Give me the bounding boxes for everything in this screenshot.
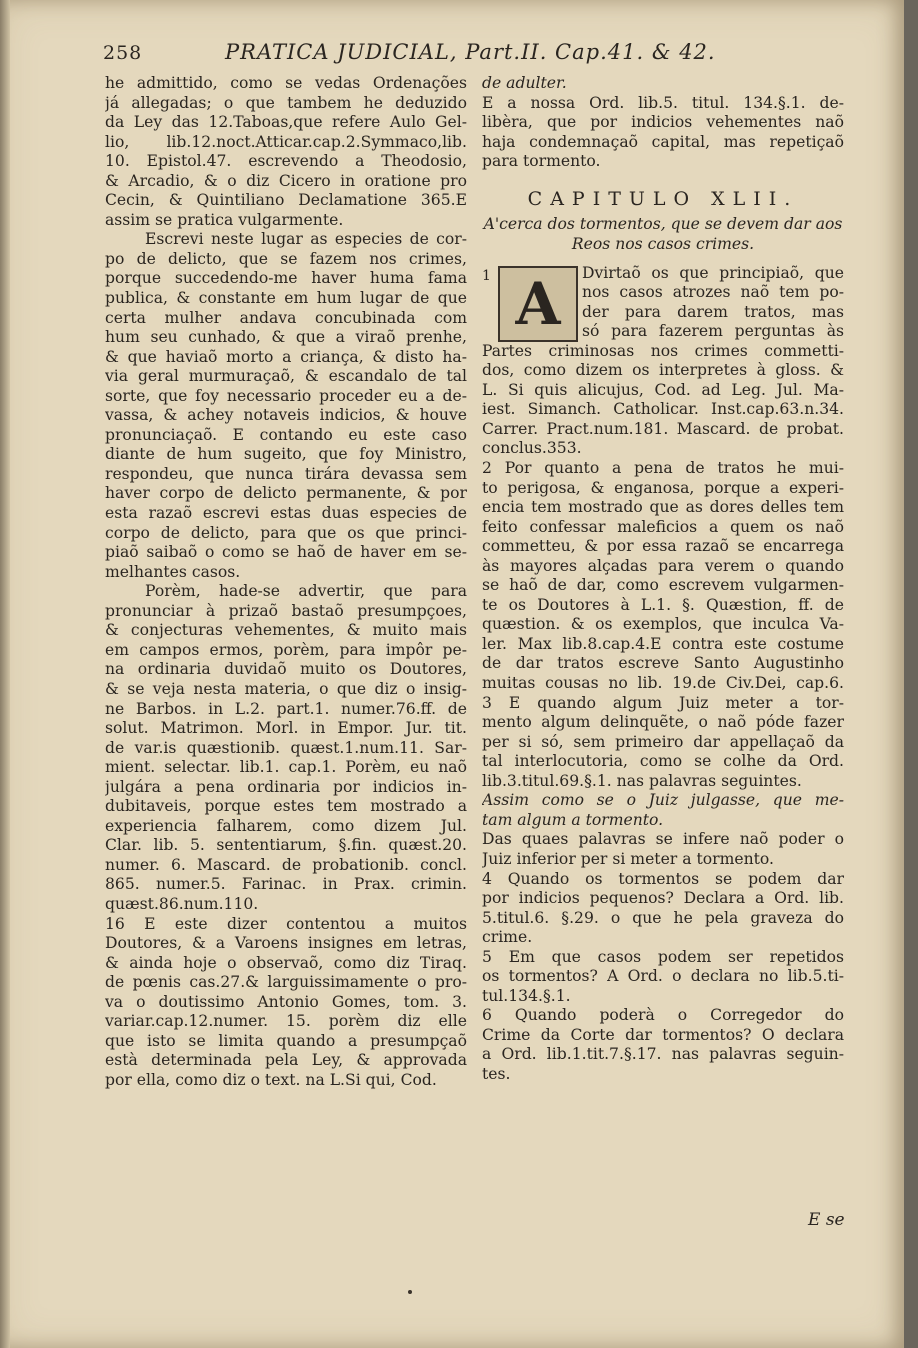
- ink-speck: [408, 1290, 412, 1294]
- text-line: numer. 6. Mascard. de probationib. concl.: [105, 855, 467, 874]
- text-line: 3 E quando algum Juiz meter a tor-: [482, 693, 844, 712]
- text-line: Juiz inferior per si meter a tormento.: [482, 849, 774, 868]
- catchword: E se: [808, 1210, 845, 1230]
- text-line: & se veja nesta materia, o que diz o insig-: [105, 679, 467, 698]
- text-line: 5.titul.6. §.29. o que he pela graveza do: [482, 908, 844, 927]
- left-column: [105, 74, 467, 1090]
- text-line: po de delicto, que se fazem nos crimes,: [105, 249, 467, 268]
- running-title: PRATICA JUDICIAL, Part.II. Cap.41. & 42.: [225, 40, 716, 64]
- text-line: de var.is quæstionib. quæst.1.num.11. Sar-: [105, 738, 467, 757]
- chapter-subtitle-1: A'cerca dos tormentos, que se devem dar aos: [483, 214, 843, 233]
- text-line: porque succedendo-me haver huma fama: [105, 269, 467, 288]
- text-line: de dar tratos escreve Santo Augustinho: [482, 654, 844, 673]
- text-line: & que haviaõ morto a criança, & disto ha-: [105, 347, 467, 366]
- text-line: haver corpo de delicto permanente, & por: [105, 484, 467, 503]
- text-line: da Ley das 12.Taboas,que refere Aulo Gel-: [105, 113, 467, 132]
- text-line: por ella, como diz o text. na L.Si qui, Cod.: [105, 1070, 437, 1089]
- text-line: mento algum delinquẽte, o naõ póde fazer: [482, 713, 844, 732]
- text-line: variar.cap.12.numer. 15. porèm diz elle: [105, 1012, 467, 1031]
- text-line: Assim como se o Juiz julgasse, que me-: [482, 791, 844, 810]
- text-line: que isto se limita quando a presumpçaõ: [105, 1031, 467, 1050]
- text-line: pronunciaçaõ. E contando eu este caso: [105, 425, 467, 444]
- text-line: certa mulher andava concubinada com: [105, 308, 467, 327]
- text-line: de adulter.: [482, 74, 567, 92]
- text-line: julgára a pena ordinaria por indicios in-: [105, 777, 467, 796]
- text-line: piaõ saibaõ o como se haõ de haver em se-: [105, 543, 467, 562]
- text-line: corpo de delicto, para que os que princi-: [105, 523, 467, 542]
- text-line: conclus.353.: [482, 439, 582, 458]
- text-line: diante de hum sugeito, que foy Ministro,: [105, 445, 467, 464]
- text-line: esta razaõ escrevi estas duas especies de: [105, 504, 467, 523]
- text-line: experiencia falharem, como dizem Jul.: [105, 816, 467, 835]
- text-line: E a nossa Ord. lib.5. titul. 134.§.1. de-: [482, 93, 844, 112]
- text-line: dos, como dizem os interpretes à gloss. &: [482, 361, 844, 380]
- text-line: Carrer. Pract.num.181. Mascard. de probat.: [482, 419, 844, 438]
- text-line: haja condemnaçaõ capital, mas repetiçaõ: [482, 132, 844, 151]
- text-line: te os Doutores à L.1. §. Quæstion, ff. de: [482, 595, 844, 614]
- text-line: Partes criminosas nos crimes commetti-: [482, 341, 844, 360]
- text-line: já allegadas; o que tambem he deduzido: [105, 93, 467, 112]
- drop-cap-block: [482, 264, 844, 342]
- drop-text-line: só para fazerem perguntas às: [582, 322, 844, 341]
- text-line: 865. numer.5. Farinac. in Prax. crimin.: [105, 875, 467, 894]
- page-number: 258: [103, 42, 143, 64]
- text-line: to perigosa, & enganosa, porque a experi-: [482, 478, 844, 497]
- text-line: Doutores, & a Varoens insignes em letras,: [105, 934, 467, 953]
- text-line: às mayores alçadas para verem o quando: [482, 556, 844, 575]
- text-line: commetteu, & por essa razaõ se encarrega: [482, 537, 844, 556]
- text-line: 4 Quando os tormentos se podem dar: [482, 869, 844, 888]
- text-line: Clar. lib. 5. sententiarum, §.fin. quæst.20.: [105, 836, 467, 855]
- drop-cap-initial: A: [498, 266, 578, 342]
- text-line: respondeu, que nunca tirára devassa sem: [105, 464, 467, 483]
- text-line: via geral murmuraçaõ, & escandalo de tal: [105, 367, 467, 386]
- text-line: va o doutissimo Antonio Gomes, tom. 3.: [105, 992, 467, 1011]
- text-line: crime.: [482, 928, 533, 947]
- text-line: per si só, sem primeiro dar appellaçaõ da: [482, 732, 844, 751]
- paragraph-marker: 1: [482, 267, 491, 284]
- text-line: mient. selectar. lib.1. cap.1. Porèm, eu naõ: [105, 758, 467, 777]
- text-line: tal interlocutoria, como se colhe da Ord.: [482, 752, 844, 771]
- chapter-heading: CAPITULO XLII.: [527, 187, 799, 210]
- text-line: 10. Epistol.47. escrevendo a Theodosio,: [105, 152, 467, 171]
- text-line: dubitaveis, porque estes tem mostrado a: [105, 797, 467, 816]
- book-spine: [0, 0, 10, 1348]
- text-line: os tormentos? A Ord. o declara no lib.5.ti-: [482, 967, 844, 986]
- text-line: por indicios pequenos? Declara a Ord. lib.: [482, 889, 844, 908]
- drop-text-line: Dvirtaõ os que principiaõ, que: [582, 263, 844, 282]
- text-line: melhantes casos.: [105, 562, 241, 581]
- right-top-text: [482, 74, 844, 172]
- text-line: ler. Max lib.8.cap.4.E contra este costume: [482, 634, 844, 653]
- text-line: & conjecturas vehementes, & muito mais: [105, 621, 467, 640]
- text-line: assim se pratica vulgarmente.: [105, 210, 344, 229]
- text-line: lib.3.titul.69.§.1. nas palavras seguintes.: [482, 771, 802, 790]
- text-line: Porèm, hade-se advertir, que para: [145, 582, 467, 601]
- text-line: quæst.86.num.110.: [105, 894, 259, 913]
- text-line: tul.134.§.1.: [482, 986, 571, 1005]
- text-line: encia tem mostrado que as dores delles tem: [482, 498, 844, 517]
- drop-text-line: der para darem tratos, mas: [582, 302, 844, 321]
- text-line: publica, & constante em hum lugar de que: [105, 289, 467, 308]
- text-line: quæstion. & os exemplos, que inculca Va-: [482, 615, 844, 634]
- text-line: vassa, & achey notaveis indicios, & houve: [105, 406, 467, 425]
- text-line: tes.: [482, 1064, 511, 1083]
- text-line: na ordinaria duvidaõ muito os Doutores,: [105, 660, 467, 679]
- drop-text-line: nos casos atrozes naõ tem po-: [582, 283, 844, 302]
- text-line: tam algum a tormento.: [482, 810, 664, 829]
- text-line: se haõ de dar, como escrevem vulgarmen-: [482, 576, 844, 595]
- drop-cap-lines: [582, 264, 844, 342]
- text-line: 16 E este dizer contentou a muitos: [105, 914, 467, 933]
- text-line: 2 Por quanto a pena de tratos he mui-: [482, 459, 844, 478]
- text-line: libèra, que por indicios vehementes naõ: [482, 113, 844, 132]
- text-line: a Ord. lib.1.tit.7.§.17. nas palavras seguin-: [482, 1045, 844, 1064]
- text-line: ne Barbos. in L.2. part.1. numer.76.ff. de: [105, 699, 467, 718]
- text-line: solut. Matrimon. Morl. in Empor. Jur. tit.: [105, 719, 467, 738]
- text-line: sorte, que foy necessario proceder eu a de-: [105, 386, 467, 405]
- right-column: [482, 74, 844, 1085]
- text-line: iest. Simanch. Catholicar. Inst.cap.63.n.34.: [482, 400, 844, 419]
- text-line: & Arcadio, & o diz Cicero in oratione pro: [105, 171, 467, 190]
- text-line: de pœnis cas.27.& larguissimamente o pro-: [105, 973, 467, 992]
- text-line: Crime da Corte dar tormentos? O declara: [482, 1025, 844, 1044]
- text-line: hum seu cunhado, & que a viraõ prenhe,: [105, 328, 467, 347]
- chapter-subtitle-2: Reos nos casos crimes.: [571, 234, 755, 253]
- text-line: para tormento.: [482, 152, 601, 171]
- text-line: feito confessar maleficios a quem os naõ: [482, 517, 844, 536]
- text-line: està determinada pela Ley, & approvada: [105, 1051, 467, 1070]
- page-header: [95, 38, 855, 72]
- text-line: Das quaes palavras se infere naõ poder o: [482, 830, 844, 849]
- text-line: lio, lib.12.noct.Atticar.cap.2.Symmaco,lib.: [105, 132, 467, 151]
- text-line: L. Si quis alicujus, Cod. ad Leg. Jul. Ma-: [482, 380, 844, 399]
- text-line: em campos ermos, porèm, para impôr pe-: [105, 640, 467, 659]
- text-line: & ainda hoje o observaõ, como diz Tiraq.: [105, 953, 467, 972]
- text-line: Cecin, & Quintiliano Declamatione 365.E: [105, 191, 467, 210]
- text-line: Escrevi neste lugar as especies de cor-: [145, 230, 467, 249]
- text-line: muitas cousas no lib. 19.de Civ.Dei, cap.6.: [482, 674, 844, 693]
- text-line: he admittido, como se vedas Ordenações: [105, 74, 467, 92]
- text-line: pronunciar à prizaõ bastaõ presumpçoes,: [105, 601, 467, 620]
- text-line: 6 Quando poderà o Corregedor do: [482, 1006, 844, 1025]
- right-bottom-text: [482, 342, 844, 1085]
- text-line: 5 Em que casos podem ser repetidos: [482, 947, 844, 966]
